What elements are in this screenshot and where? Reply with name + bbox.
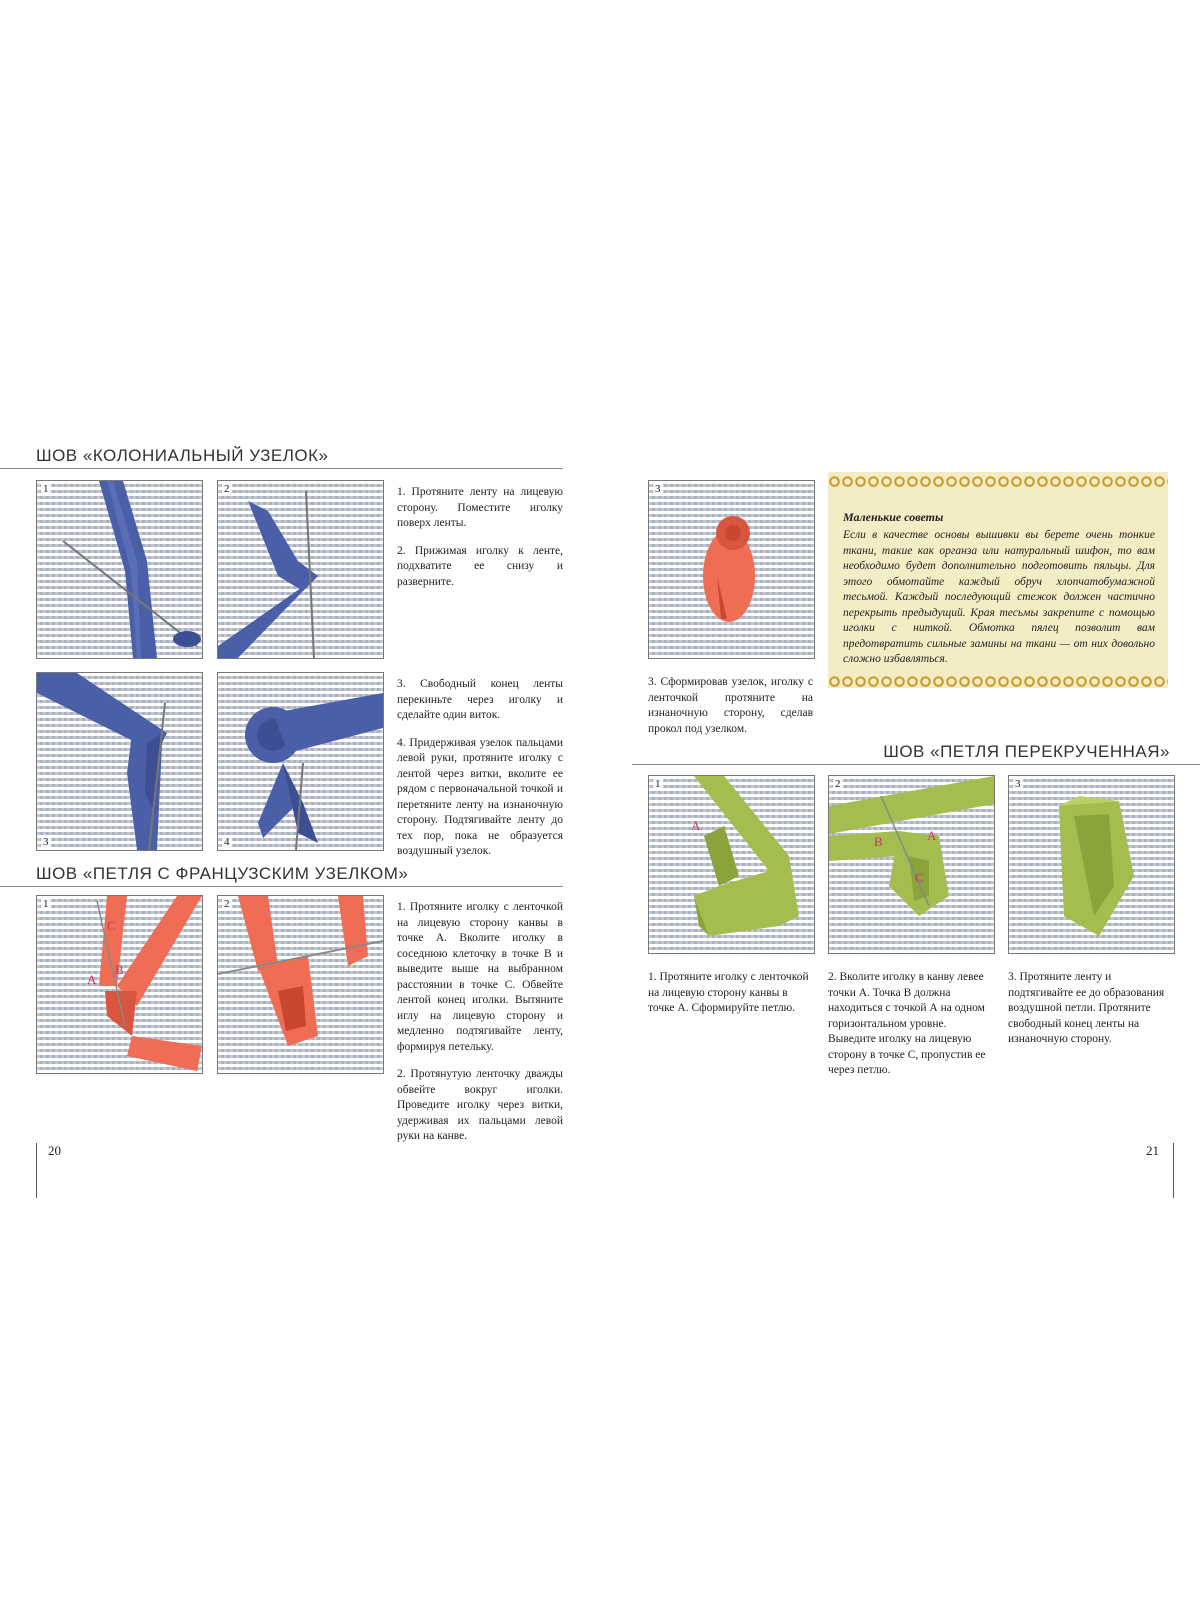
step-text: 3. Свободный конец ленты перекиньте через иголку и сделайте один виток. <box>397 678 563 721</box>
photo-number: 3 <box>655 483 661 495</box>
photo-number: 1 <box>43 898 49 910</box>
photo-number: 2 <box>835 778 841 790</box>
ribbon-illustration <box>218 673 383 850</box>
instructions-colonial-knot-a <box>397 485 563 602</box>
ribbon-illustration <box>37 673 202 850</box>
step-text: 3. Сформировав узелок, иголку с ленточкой протяните на изнаночную сторону, сделав прокол под узелком. <box>648 676 813 735</box>
ribbon-illustration <box>649 481 814 658</box>
page-edge-marker <box>1173 1143 1174 1198</box>
ornament-border <box>828 672 1168 688</box>
ribbon-illustration <box>37 481 202 658</box>
step-photo-2 <box>217 895 384 1074</box>
tips-body: Если в качестве основы вышивки вы берете очень тонкие ткани, такие как органза или натуральный шифон, то вам необходимо будет дополнительно подготовить пяльцы. Для этого обмотайте каждый обруч хлопчатобумажной тесьмой. Каждый последующий стежок должен частично перекрыть предыдущий. Края тесьмы закрепите с помощью иголки с ниткой. Обмотка пялец позволит вам предотвратить сильные замины на ткани — от них довольно сложно избавляться. <box>843 529 1155 665</box>
ribbon-illustration <box>218 896 383 1073</box>
step-photo-3 <box>1008 775 1175 954</box>
photo-number: 3 <box>43 836 49 848</box>
section-rule <box>0 468 563 469</box>
point-label-a: A <box>691 818 701 833</box>
step-text: 1. Протяните иголку с ленточкой на лицевую сторону канвы в точке А. Вколите иголку в соседнюю клеточку в точке В и выведите выше на выбранном расстоянии в точке С. Обвейте лентой конец иголки. Вытяните иглу на лицевую сторону и медленно подтягивайте ленту, формируя петельку. <box>397 901 563 1053</box>
section-rule <box>0 886 563 887</box>
ribbon-illustration <box>1009 776 1174 953</box>
step-text: 2. Протянутую ленточку дважды обвейте вокруг иголки. Проведите иголку через витки, удерживая их пальцами левой руки на канве. <box>397 1068 563 1142</box>
step-text: 1. Протяните иголку с ленточкой на лицевую сторону канвы в точке А. Сформируйте петлю. <box>648 971 809 1014</box>
step-text: 4. Придерживая узелок пальцами левой руки, протяните иголку с лентой через витки, вколите ее рядом с первоначальной точкой и перетяните ленту на изнаночную сторону. Подтягивайте ленту до тех пор, пока не образуется воздушный узелок. <box>397 736 563 857</box>
ribbon-illustration <box>649 776 814 953</box>
tips-box <box>828 472 1168 688</box>
section-title-twisted-loop: ШОВ «ПЕТЛЯ ПЕРЕКРУЧЕННАЯ» <box>883 742 1170 761</box>
step-photo-2 <box>828 775 995 954</box>
step-text: 3. Протяните ленту и подтягивайте ее до образования воздушной петли. Протяните свободный конец ленты на изнаночную сторону. <box>1008 971 1165 1045</box>
ribbon-illustration <box>218 481 383 658</box>
photo-number: 3 <box>1015 778 1021 790</box>
instructions-colonial-knot-b <box>397 677 563 872</box>
step-text: 2. Вколите иголку в канву левее точки А. Точка В должна находиться с точкой А на одном горизонтальном уровне. Выведите иголку на лицевую сторону в точке С, пропустив ее через петлю. <box>828 971 986 1076</box>
point-label-c: C <box>915 870 924 885</box>
photo-number: 2 <box>224 483 230 495</box>
page-number: 20 <box>48 1143 61 1158</box>
photo-number: 1 <box>43 483 49 495</box>
step-photo-3 <box>648 480 815 659</box>
tips-title: Маленькие советы <box>843 510 944 524</box>
point-label-c: C <box>107 918 116 933</box>
step-photo-1 <box>36 895 203 1074</box>
ornament-border <box>828 472 1168 488</box>
page-edge-marker <box>36 1143 37 1198</box>
step-photo-1 <box>36 480 203 659</box>
step-photo-4 <box>217 672 384 851</box>
ribbon-illustration <box>829 776 994 953</box>
step-photo-3 <box>36 672 203 851</box>
instructions-loop-french-knot <box>397 900 563 1157</box>
photo-number: 4 <box>224 836 230 848</box>
photo-number: 1 <box>655 778 661 790</box>
step-photo-2 <box>217 480 384 659</box>
step-text: 1. Протяните ленту на лицевую сторону. Поместите иголку поверх ленты. <box>397 486 563 529</box>
section-rule <box>632 764 1200 765</box>
section-title-colonial-knot: ШОВ «КОЛОНИАЛЬНЫЙ УЗЕЛОК» <box>36 446 329 465</box>
point-label-a: A <box>87 972 97 987</box>
section-title-loop-french-knot: ШОВ «ПЕТЛЯ С ФРАНЦУЗСКИМ УЗЕЛКОМ» <box>36 864 409 883</box>
point-label-a: A <box>927 828 937 843</box>
photo-number: 2 <box>224 898 230 910</box>
step-text: 2. Прижимая иголку к ленте, подхватите ее снизу и разверните. <box>397 544 563 588</box>
page-number: 21 <box>1146 1143 1159 1158</box>
step-photo-1 <box>648 775 815 954</box>
point-label-b: B <box>874 834 883 849</box>
ribbon-illustration <box>37 896 202 1073</box>
point-label-b: B <box>115 962 124 977</box>
